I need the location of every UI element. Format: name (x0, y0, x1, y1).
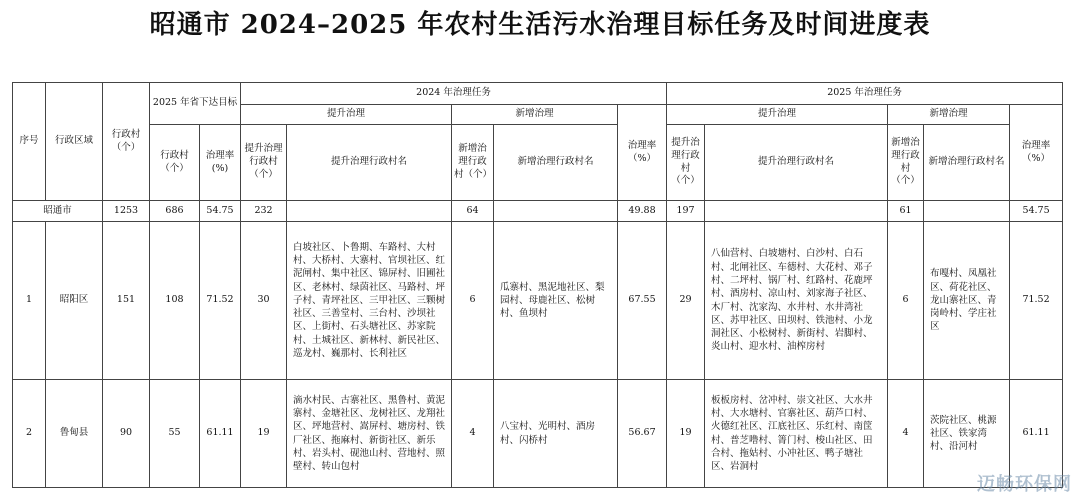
row-new-names-2024: 八宝村、光明村、酒房村、闪桥村 (494, 380, 618, 488)
progress-table (12, 82, 1063, 488)
watermark: 迈畅环保网 (977, 474, 1072, 495)
total-target-villages: 686 (150, 201, 200, 222)
header-row-3 (13, 125, 1063, 201)
header-villages: 行政村（个） (103, 83, 150, 201)
total-rate-2024: 49.88 (618, 201, 667, 222)
header-new-count-2024: 新增治理行政村（个） (452, 125, 494, 201)
header-upgrade-2025: 提升治理 (667, 105, 888, 125)
header-upgrade-2024: 提升治理 (241, 105, 452, 125)
row-new-names-2024: 瓜寨村、黑泥地社区、梨园村、母鹿社区、松树村、鱼坝村 (494, 222, 618, 380)
row-new-2024: 6 (452, 222, 494, 380)
header-rate-2024: 治理率（%） (618, 105, 667, 201)
row-target-villages: 55 (150, 380, 200, 488)
row-upgrade-2024: 19 (241, 380, 287, 488)
row-new-2025: 4 (888, 380, 924, 488)
total-new-2024: 64 (452, 201, 494, 222)
row-target-rate: 71.52 (200, 222, 241, 380)
header-target-rate: 治理率(%) (200, 125, 241, 201)
header-new-2025: 新增治理 (888, 105, 1010, 125)
header-task-2025: 2025 年治理任务 (667, 83, 1063, 105)
header-target-villages: 行政村（个） (150, 125, 200, 201)
table-row (13, 222, 1063, 380)
header-target-2025: 2025 年省下达目标 (150, 83, 241, 125)
total-rate-2025: 54.75 (1010, 201, 1063, 222)
total-villages: 1253 (103, 201, 150, 222)
header-new-2024: 新增治理 (452, 105, 618, 125)
header-upgrade-count-2024: 提升治理行政村（个） (241, 125, 287, 201)
header-upgrade-names-2024: 提升治理行政村名 (287, 125, 452, 201)
total-row (13, 201, 1063, 222)
total-upgrade-2025: 197 (667, 201, 705, 222)
total-target-rate: 54.75 (200, 201, 241, 222)
row-villages: 90 (103, 380, 150, 488)
header-upgrade-names-2025: 提升治理行政村名 (705, 125, 888, 201)
row-new-2024: 4 (452, 380, 494, 488)
header-upgrade-count-2025: 提升治理行政村（个） (667, 125, 705, 201)
row-target-rate: 61.11 (200, 380, 241, 488)
header-seq: 序号 (13, 83, 46, 201)
row-seq: 2 (13, 380, 46, 488)
row-new-names-2025: 布嘎村、凤凰社区、荷花社区、龙山寨社区、青岗岭村、学庄社区 (924, 222, 1010, 380)
row-upgrade-2025: 19 (667, 380, 705, 488)
row-new-names-2025: 茨院社区、桃源社区、铁家湾村、沿河村 (924, 380, 1010, 488)
total-new-2025: 61 (888, 201, 924, 222)
row-target-villages: 108 (150, 222, 200, 380)
row-rate-2025: 71.52 (1010, 222, 1063, 380)
header-row-1 (13, 83, 1063, 105)
header-task-2024: 2024 年治理任务 (241, 83, 667, 105)
row-rate-2025: 61.11 (1010, 380, 1063, 488)
row-upgrade-names-2024: 滴水村民、古寨社区、黑鲁村、黄泥寨村、金塘社区、龙树社区、龙翔社区、坪地营村、嵩屏村、塘房村、铁厂社区、拖麻村、新街社区、新乐村、岩头村、砚池山村、营地村、照壁村、转山包村 (287, 380, 452, 488)
page-title: 昭通市 2024–2025 年农村生活污水治理目标任务及时间进度表 (149, 10, 931, 40)
row-new-2025: 6 (888, 222, 924, 380)
total-label: 昭通市 (13, 201, 103, 222)
row-villages: 151 (103, 222, 150, 380)
row-rate-2024: 67.55 (618, 222, 667, 380)
header-new-names-2025: 新增治理行政村名 (924, 125, 1010, 201)
row-region: 鲁甸县 (46, 380, 103, 488)
header-new-count-2025: 新增治理行政村（个） (888, 125, 924, 201)
row-upgrade-2024: 30 (241, 222, 287, 380)
header-rate-2025: 治理率（%） (1010, 105, 1063, 201)
header-region: 行政区域 (46, 83, 103, 201)
row-upgrade-2025: 29 (667, 222, 705, 380)
table-row (13, 380, 1063, 488)
header-new-names-2024: 新增治理行政村名 (494, 125, 618, 201)
row-region: 昭阳区 (46, 222, 103, 380)
row-upgrade-names-2025: 八仙营村、白坡塘村、白沙村、白石村、北闸社区、车德村、大花村、邓子村、二坪村、锅厂村、红路村、花鹿坪村、酒房村、凉山村、刘家海子社区、木厂村、沈家沟、水井村、水井湾社区、苏甲社区、田坝村、铁池村、小龙洞社区、小松树村、新街村、岩脚村、炎山村、迎水村、油榨房村 (705, 222, 888, 380)
total-upgrade-2024: 232 (241, 201, 287, 222)
row-upgrade-names-2025: 板板房村、岔冲村、崇文社区、大水井村、大水塘村、官寨社区、葫芦口村、火德红社区、江底社区、乐红村、南筐村、普芝噜村、箐门村、梭山社区、田合村、拖姑村、小冲社区、鸭子塘社区、岩洞村 (705, 380, 888, 488)
row-seq: 1 (13, 222, 46, 380)
row-upgrade-names-2024: 白坡社区、卜鲁期、车路村、大村村、大桥村、大寨村、官坝社区、红泥闸村、集中社区、锦屏村、旧圃社区、老林村、绿茵社区、马路村、坪子村、青坪社区、三甲社区、三颗树社区、三善堂村、三台村、沙坝社区、上街村、石头塘社区、苏家院村、土城社区、新林村、新民社区、巡龙村、巍那村、长利社区 (287, 222, 452, 380)
row-rate-2024: 56.67 (618, 380, 667, 488)
